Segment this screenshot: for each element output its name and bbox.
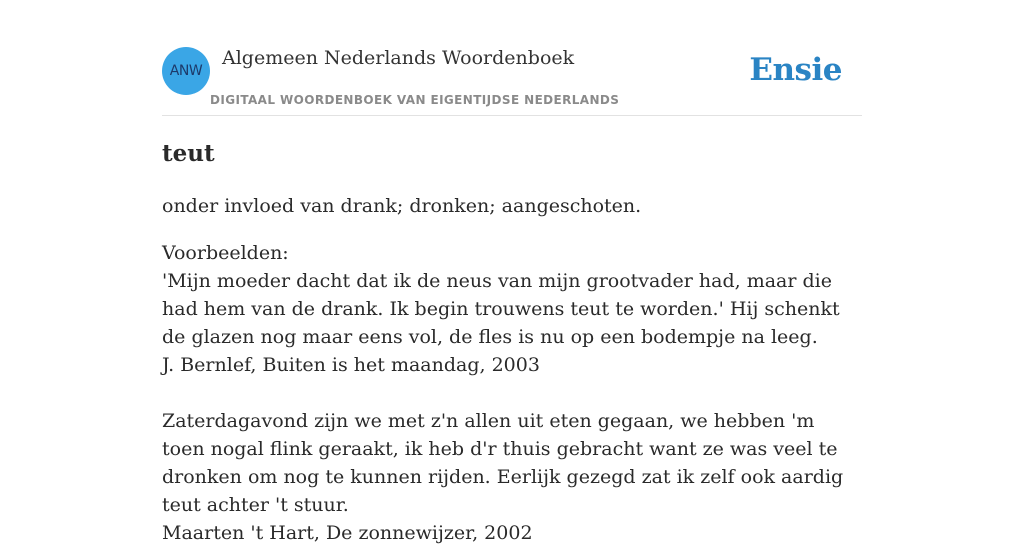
examples-label: Voorbeelden: [162,242,289,264]
examples-section [162,239,862,547]
site-title[interactable]: Algemeen Nederlands Woordenboek [222,47,575,69]
example-text: 'Mijn moeder dacht dat ik de neus van mijn grootvader had, maar die had hem van de drank. Ik begin trouwens teut te worden.' Hij schenkt de glazen nog maar eens vol, de fles is nu op een bodempje na leeg. [162,270,840,348]
anw-logo[interactable]: ANW [162,47,210,95]
example-item [162,267,862,379]
site-subtitle: DIGITAAL WOORDENBOEK VAN EIGENTIJDSE NEDERLANDS [210,93,620,107]
example-source: Maarten 't Hart, De zonnewijzer, 2002 [162,522,533,544]
ensie-brand-logo[interactable]: Ensie [749,52,842,88]
entry-content [162,138,862,547]
definition: onder invloed van drank; dronken; aangeschoten. [162,195,642,217]
example-text: Zaterdagavond zijn we met z'n allen uit eten gegaan, we hebben 'm toen nogal flink geraakt, ik heb d'r thuis gebracht want ze was veel te dronken om nog te kunnen rijden. Eerlijk gezegd zat ik zelf ook aardig teut achter 't stuur. [162,410,844,516]
headword: teut [162,140,215,167]
site-header [162,46,862,116]
example-source: J. Bernlef, Buiten is het maandag, 2003 [162,354,540,376]
example-item [162,407,862,547]
